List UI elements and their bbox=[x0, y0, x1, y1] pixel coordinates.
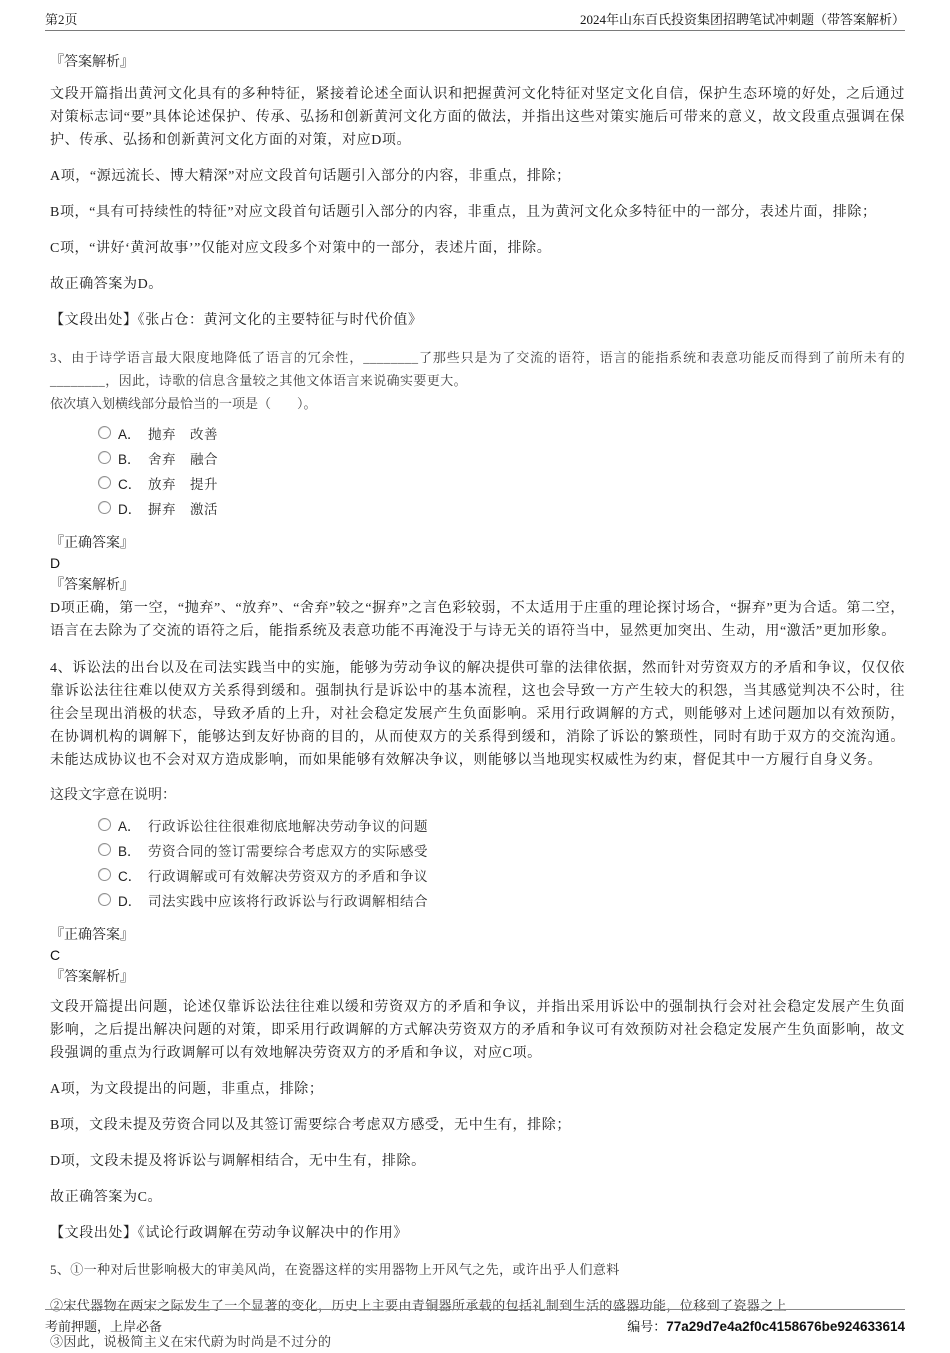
q4-correct-answer: C bbox=[50, 947, 61, 963]
q3-option-d[interactable] bbox=[50, 495, 905, 520]
q3-analysis-label: 『答案解析』 bbox=[50, 578, 134, 593]
page-header bbox=[45, 0, 905, 31]
radio-icon[interactable] bbox=[98, 501, 111, 514]
q4-conclusion: 故正确答案为C。 bbox=[50, 1190, 163, 1205]
option-letter: B． bbox=[118, 451, 141, 467]
q4-option-b[interactable] bbox=[50, 837, 905, 862]
q4-analysis-label: 『答案解析』 bbox=[50, 970, 134, 985]
option-text: 放弃 提升 bbox=[148, 476, 218, 492]
q2-analysis-label: 『答案解析』 bbox=[50, 55, 134, 70]
footer-serial-label: 编号： bbox=[627, 1319, 667, 1334]
q5-line-2: ②宋代器物在两宋之际发生了一个显著的变化，历史上主要由青铜器所承载的包括礼制到生活的盛器功能，位移到了瓷器之上 bbox=[50, 1298, 788, 1313]
option-text: 行政调解或可有效解决劳资双方的矛盾和争议 bbox=[148, 868, 428, 884]
document-title: 2024年山东百氏投资集团招聘笔试冲刺题（带答案解析） bbox=[579, 12, 905, 27]
q2-source: 【文段出处】《张占仓：黄河文化的主要特征与时代价值》 bbox=[50, 313, 423, 328]
q3-stem: 3、由于诗学语言最大限度地降低了语言的冗余性，________了那些只是为了交流的语符，语言的能指系统和表意功能反而得到了前所未有的________，因此，诗歌的信息含量较之其他文体语言来说确实要更大。 bbox=[50, 350, 905, 388]
q3-correct-label: 『正确答案』 bbox=[50, 536, 134, 551]
footer-serial-value: 77a29d7e4a2f0c4158676be924633614 bbox=[666, 1319, 905, 1334]
q4-option-d[interactable] bbox=[50, 887, 905, 912]
q2-item-b: B项，“具有可持续性的特征”对应文段首句话题引入部分的内容，非重点，且为黄河文化众多特征中的一部分，表述片面，排除； bbox=[50, 205, 877, 220]
q3-option-b[interactable] bbox=[50, 445, 905, 470]
q4-stem: 4、诉讼法的出台以及在司法实践当中的实施，能够为劳动争议的解决提供可靠的法律依据，然而针对劳资双方的矛盾和争议，仅仅依靠诉讼法往往难以使双方关系得到缓和。强制执行是诉讼中的基本流程，这也会导致一方产生较大的积怨，当其感觉判决不公时，往往会呈现出消极的状态，导致矛盾的上升，对社会稳定发展产生负面影响。采用行政调解的方式，则能够对上述问题加以有效预防，在协调机构的调解下，能够达到友好协商的目的，从而使双方的关系得到缓和，消除了诉讼的繁琐性，同时有助于双方的交流沟通。未能达成协议也不会对双方造成影响，而如果能够有效解决争议，则能够以当地现实权威性为约束，督促其中一方履行自身义务。 bbox=[50, 661, 905, 768]
q3-prompt: 依次填入划横线部分最恰当的一项是（ ）。 bbox=[50, 396, 317, 411]
q3-options bbox=[50, 420, 905, 520]
option-text: 抛弃 改善 bbox=[148, 426, 218, 442]
option-letter: D． bbox=[118, 893, 142, 909]
q4-option-c[interactable] bbox=[50, 862, 905, 887]
q4-prompt: 这段文字意在说明： bbox=[50, 788, 176, 803]
q4-analysis-paragraph: 文段开篇提出问题，论述仅靠诉讼法往往难以缓和劳资双方的矛盾和争议，并指出采用诉讼中的强制执行会对社会稳定发展产生负面影响，之后提出解决问题的对策，即采用行政调解的方式解决劳资双方的矛盾和争议可有效预防对社会稳定发展产生负面影响，故文段强调的重点为行政调解可以有效地解决劳资双方的矛盾和争议，对应C项。 bbox=[50, 1000, 905, 1061]
option-text: 司法实践中应该将行政诉讼与行政调解相结合 bbox=[148, 893, 428, 909]
page-footer bbox=[45, 1309, 905, 1335]
q2-item-a: A项，“源远流长、博大精深”对应文段首句话题引入部分的内容，非重点，排除； bbox=[50, 169, 571, 184]
footer-slogan: 考前押题，上岸必备 bbox=[45, 1319, 163, 1334]
q4-source: 【文段出处】《试论行政调解在劳动争议解决中的作用》 bbox=[50, 1226, 408, 1241]
radio-icon[interactable] bbox=[98, 843, 111, 856]
option-text: 舍弃 融合 bbox=[148, 451, 218, 467]
q3-correct-answer: D bbox=[50, 555, 61, 571]
radio-icon[interactable] bbox=[98, 426, 111, 439]
q2-item-c: C项，“讲好‘黄河故事’”仅能对应文段多个对策中的一部分，表述片面，排除。 bbox=[50, 241, 552, 256]
q4-correct-label: 『正确答案』 bbox=[50, 928, 134, 943]
q5-line-1: 5、①一种对后世影响极大的审美风尚，在瓷器这样的实用器物上开风气之先，或许出乎人们意料 bbox=[50, 1262, 620, 1277]
q4-options bbox=[50, 812, 905, 912]
q3-option-a[interactable] bbox=[50, 420, 905, 445]
radio-icon[interactable] bbox=[98, 893, 111, 906]
q3-analysis-paragraph: D项正确，第一空，“抛弃”、“放弃”、“舍弃”较之“摒弃”之言色彩较弱，不太适用于庄重的理论探讨场合，“摒弃”更为合适。第二空，语言在去除为了交流的语符之后，能指系统及表意功能不再淹没于与诗无关的语符当中，显然更加突出、生动，用“激活”更加形象。 bbox=[50, 601, 905, 639]
q2-conclusion: 故正确答案为D。 bbox=[50, 277, 163, 292]
option-letter: A． bbox=[118, 426, 141, 442]
radio-icon[interactable] bbox=[98, 818, 111, 831]
q4-item-d: D项，文段未提及将诉讼与调解相结合，无中生有，排除。 bbox=[50, 1154, 426, 1169]
q5-line-3: ③因此，说极简主义在宋代蔚为时尚是不过分的 bbox=[50, 1334, 332, 1349]
radio-icon[interactable] bbox=[98, 868, 111, 881]
option-text: 摒弃 激活 bbox=[148, 501, 218, 517]
option-letter: D． bbox=[118, 501, 142, 517]
option-text: 劳资合同的签订需要综合考虑双方的实际感受 bbox=[148, 843, 428, 859]
q4-item-b: B项，文段未提及劳资合同以及其签订需要综合考虑双方感受，无中生有，排除； bbox=[50, 1118, 571, 1133]
page-number: 第2页 bbox=[45, 12, 78, 27]
q2-analysis-paragraph: 文段开篇指出黄河文化具有的多种特征，紧接着论述全面认识和把握黄河文化特征对坚定文化自信，保护生态环境的好处，之后通过对策标志词“要”具体论述保护、传承、弘扬和创新黄河文化方面的做法，并指出这些对策实施后可带来的意义，故文段重点强调在保护、传承、弘扬和创新黄河文化方面的对策，对应D项。 bbox=[50, 87, 905, 148]
radio-icon[interactable] bbox=[98, 476, 111, 489]
option-text: 行政诉讼往往很难彻底地解决劳动争议的问题 bbox=[148, 818, 428, 834]
q4-item-a: A项，为文段提出的问题，非重点，排除； bbox=[50, 1082, 324, 1097]
radio-icon[interactable] bbox=[98, 451, 111, 464]
footer-serial bbox=[627, 1316, 905, 1335]
q4-option-a[interactable] bbox=[50, 812, 905, 837]
option-letter: A． bbox=[118, 818, 141, 834]
option-letter: C． bbox=[118, 476, 142, 492]
q3-option-c[interactable] bbox=[50, 470, 905, 495]
option-letter: B． bbox=[118, 843, 141, 859]
option-letter: C． bbox=[118, 868, 142, 884]
